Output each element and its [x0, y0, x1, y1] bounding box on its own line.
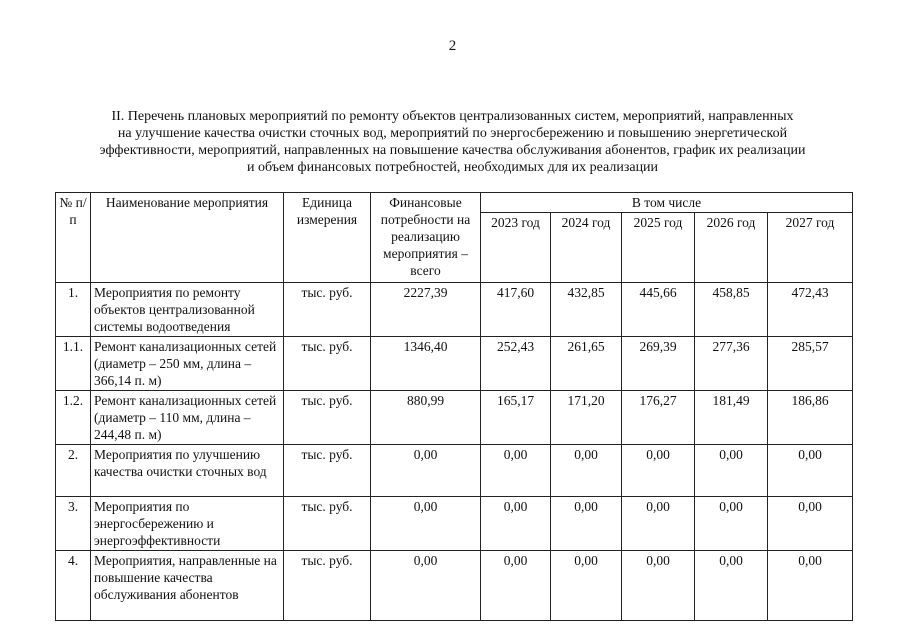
row-year-value: 252,43	[481, 337, 551, 391]
header-finance: Финансовые потребности на реализацию мероприятия – всего	[371, 193, 481, 283]
header-name: Наименование мероприятия	[91, 193, 284, 283]
row-year-value: 0,00	[695, 445, 768, 497]
header-year: 2024 год	[551, 213, 622, 283]
row-year-value: 445,66	[622, 283, 695, 337]
row-year-value: 0,00	[622, 551, 695, 621]
row-year-value: 0,00	[622, 445, 695, 497]
row-num: 1.1.	[56, 337, 91, 391]
row-year-value: 0,00	[481, 497, 551, 551]
heading-line: и объем финансовых потребностей, необходимых для их реализации	[246, 160, 659, 175]
row-year-value: 269,39	[622, 337, 695, 391]
heading-line: эффективности, мероприятий, направленных на повышение качества обслуживания абонентов, график их реализации	[99, 143, 806, 158]
row-total: 0,00	[371, 497, 481, 551]
row-year-value: 458,85	[695, 283, 768, 337]
row-year-value: 0,00	[551, 497, 622, 551]
section-heading	[40, 108, 865, 176]
row-name: Мероприятия по энергосбережению и энергоэффективности	[91, 497, 284, 551]
row-year-value: 0,00	[695, 497, 768, 551]
row-year-value: 165,17	[481, 391, 551, 445]
row-year-value: 472,43	[768, 283, 853, 337]
row-unit: тыс. руб.	[284, 391, 371, 445]
row-year-value: 277,36	[695, 337, 768, 391]
row-year-value: 285,57	[768, 337, 853, 391]
table-row	[56, 551, 853, 621]
row-year-value: 0,00	[768, 445, 853, 497]
row-year-value: 0,00	[481, 445, 551, 497]
heading-line: II. Перечень плановых мероприятий по ремонту объектов централизованных систем, мероприятий, направленных	[111, 109, 794, 124]
row-name: Мероприятия по ремонту объектов централизованной системы водоотведения	[91, 283, 284, 337]
row-year-value: 171,20	[551, 391, 622, 445]
row-name: Ремонт канализационных сетей (диаметр – 250 мм, длина – 366,14 п. м)	[91, 337, 284, 391]
header-year: 2026 год	[695, 213, 768, 283]
measures-table	[55, 192, 853, 621]
row-unit: тыс. руб.	[284, 283, 371, 337]
table-row	[56, 337, 853, 391]
row-total: 880,99	[371, 391, 481, 445]
row-year-value: 0,00	[768, 497, 853, 551]
row-name: Мероприятия, направленные на повышение качества обслуживания абонентов	[91, 551, 284, 621]
row-unit: тыс. руб.	[284, 497, 371, 551]
header-year: 2025 год	[622, 213, 695, 283]
row-name: Мероприятия по улучшению качества очистки сточных вод	[91, 445, 284, 497]
table-row	[56, 497, 853, 551]
row-year-value: 432,85	[551, 283, 622, 337]
header-unit: Единица измерения	[284, 193, 371, 283]
header-group: В том числе	[481, 193, 853, 213]
row-year-value: 261,65	[551, 337, 622, 391]
row-total: 1346,40	[371, 337, 481, 391]
row-unit: тыс. руб.	[284, 551, 371, 621]
row-num: 3.	[56, 497, 91, 551]
row-name: Ремонт канализационных сетей (диаметр – 110 мм, длина – 244,48 п. м)	[91, 391, 284, 445]
row-num: 4.	[56, 551, 91, 621]
row-year-value: 181,49	[695, 391, 768, 445]
row-year-value: 0,00	[768, 551, 853, 621]
header-year: 2027 год	[768, 213, 853, 283]
row-year-value: 0,00	[622, 497, 695, 551]
row-total: 2227,39	[371, 283, 481, 337]
row-num: 1.2.	[56, 391, 91, 445]
row-year-value: 0,00	[551, 445, 622, 497]
row-unit: тыс. руб.	[284, 445, 371, 497]
heading-line: на улучшение качества очистки сточных вод, мероприятий по энергосбережению и повышению энергетической	[117, 126, 788, 141]
row-total: 0,00	[371, 445, 481, 497]
table-row	[56, 391, 853, 445]
page-number: 2	[448, 38, 457, 54]
table-row	[56, 283, 853, 337]
row-year-value: 186,86	[768, 391, 853, 445]
header-num: № п/п	[56, 193, 91, 283]
row-year-value: 0,00	[551, 551, 622, 621]
header-year: 2023 год	[481, 213, 551, 283]
table-row	[56, 445, 853, 497]
row-num: 2.	[56, 445, 91, 497]
row-unit: тыс. руб.	[284, 337, 371, 391]
row-year-value: 0,00	[481, 551, 551, 621]
row-year-value: 0,00	[695, 551, 768, 621]
row-year-value: 417,60	[481, 283, 551, 337]
row-num: 1.	[56, 283, 91, 337]
row-year-value: 176,27	[622, 391, 695, 445]
row-total: 0,00	[371, 551, 481, 621]
